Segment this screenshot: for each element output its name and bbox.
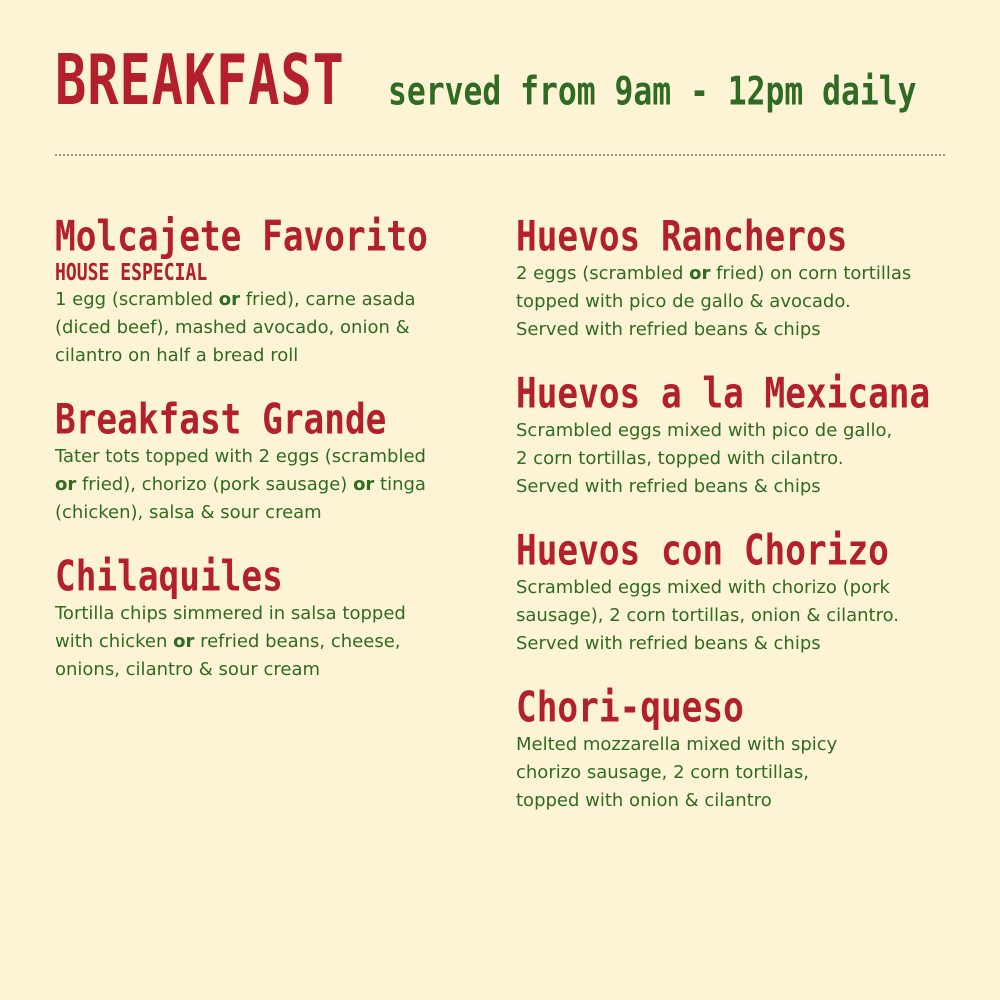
description-line	[55, 628, 455, 656]
description-line	[55, 499, 455, 527]
description-text: with chicken	[55, 631, 174, 652]
description-text: tinga	[374, 474, 426, 495]
description-line	[516, 574, 936, 602]
menu-item-name: Huevos Rancheros	[516, 212, 848, 262]
description-emphasis: or	[353, 474, 375, 495]
menu-item-name: Breakfast Grande	[55, 395, 387, 445]
description-text: Served with refried beans & chips	[516, 633, 821, 654]
description-text: Melted mozzarella mixed with spicy	[516, 734, 838, 755]
description-text: fried) on corn tortillas	[710, 263, 912, 284]
menu-item-description	[55, 443, 455, 527]
description-text: Tortilla chips simmered in salsa topped	[55, 603, 406, 624]
description-emphasis: or	[218, 289, 240, 310]
menu-item-description	[516, 731, 936, 815]
description-line	[516, 445, 936, 473]
description-text: sausage), 2 corn tortillas, onion & cilantro.	[516, 605, 900, 626]
menu-title: BREAKFAST	[55, 39, 345, 121]
serving-hours: served from 9am - 12pm daily	[387, 67, 917, 114]
description-line	[55, 471, 455, 499]
description-text: cilantro on half a bread roll	[55, 345, 299, 366]
description-text: (chicken), salsa & sour cream	[55, 502, 322, 523]
description-line	[55, 656, 455, 684]
menu-item	[516, 685, 936, 815]
menu-item	[516, 371, 936, 501]
menu-item-name: Chilaquiles	[55, 552, 283, 602]
description-line	[55, 443, 455, 471]
description-text: Tater tots topped with 2 eggs (scrambled	[55, 446, 426, 467]
description-line	[516, 260, 936, 288]
menu-item-name: Chori-queso	[516, 683, 744, 733]
description-text: topped with onion & cilantro	[516, 790, 772, 811]
description-text: Served with refried beans & chips	[516, 319, 821, 340]
menu-item-name: Molcajete Favorito	[55, 212, 428, 262]
description-line	[516, 731, 936, 759]
description-text: chorizo sausage, 2 corn tortillas,	[516, 762, 810, 783]
description-line	[516, 602, 936, 630]
menu-column-left	[55, 214, 455, 711]
description-text: 2 eggs (scrambled	[516, 263, 690, 284]
description-line	[516, 288, 936, 316]
menu-item-name: Huevos a la Mexicana	[516, 369, 931, 419]
description-line	[55, 314, 455, 342]
description-emphasis: or	[55, 474, 77, 495]
description-line	[55, 342, 455, 370]
menu-item-description	[55, 286, 455, 370]
menu-column-right	[516, 214, 936, 842]
menu-item	[516, 528, 936, 658]
description-text: (diced beef), mashed avocado, onion &	[55, 317, 410, 338]
dotted-divider	[55, 154, 945, 156]
description-line	[516, 630, 936, 658]
menu-item-description	[516, 574, 936, 658]
description-text: onions, cilantro & sour cream	[55, 659, 321, 680]
description-text: Scrambled eggs mixed with chorizo (pork	[516, 577, 890, 598]
description-line	[55, 600, 455, 628]
menu-item	[55, 397, 455, 527]
menu-item-name: Huevos con Chorizo	[516, 526, 889, 576]
description-text: fried), carne asada	[239, 289, 416, 310]
menu-item-description	[516, 417, 936, 501]
description-text: topped with pico de gallo & avocado.	[516, 291, 851, 312]
menu-item	[516, 214, 936, 344]
description-line	[516, 417, 936, 445]
menu-item-description	[516, 260, 936, 344]
description-emphasis: or	[689, 263, 711, 284]
menu-item	[55, 214, 455, 370]
description-text: Scrambled eggs mixed with pico de gallo,	[516, 420, 893, 441]
description-line	[516, 473, 936, 501]
description-text: 2 corn tortillas, topped with cilantro.	[516, 448, 844, 469]
menu-header	[55, 39, 944, 121]
menu-item-description	[55, 600, 455, 684]
description-text: fried), chorizo (pork sausage)	[76, 474, 354, 495]
description-line	[55, 286, 455, 314]
description-line	[516, 787, 936, 815]
description-line	[516, 316, 936, 344]
description-text: 1 egg (scrambled	[55, 289, 219, 310]
description-emphasis: or	[173, 631, 195, 652]
menu-item	[55, 554, 455, 684]
menu-item-tag: HOUSE ESPECIAL	[55, 258, 208, 286]
description-text: refried beans, cheese,	[194, 631, 401, 652]
description-text: Served with refried beans & chips	[516, 476, 821, 497]
description-line	[516, 759, 936, 787]
